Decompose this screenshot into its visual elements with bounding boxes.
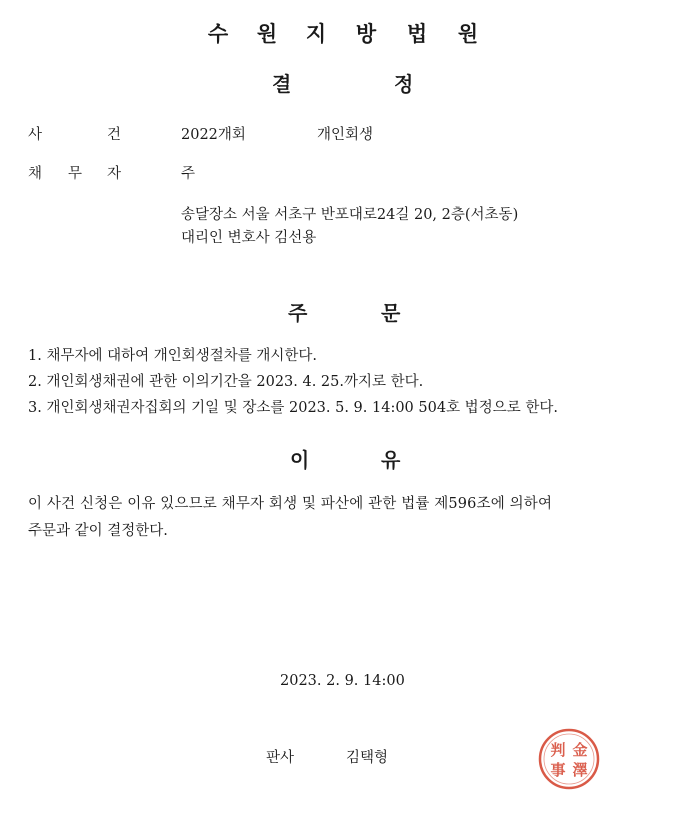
- legal-agent: 대리인 변호사 김선용: [181, 230, 317, 246]
- case-number: 2022개회: [181, 127, 246, 143]
- court-name-char: 원: [457, 22, 479, 46]
- reason-heading-left: 이: [290, 448, 310, 472]
- order-item: 3. 개인회생채권자집회의 기일 및 장소를 2023. 5. 9. 14:00 504호 법정으로 한다.: [28, 400, 558, 416]
- debtor-label: 무: [68, 166, 83, 182]
- decision-date: 2023. 2. 9. 14:00: [280, 673, 405, 689]
- seal-char: 判: [550, 741, 566, 759]
- decision-title-left: 결: [272, 72, 292, 96]
- seal-char: 金: [572, 741, 588, 759]
- court-name-char: 방: [355, 22, 377, 46]
- seal-char: 澤: [572, 761, 588, 779]
- judge-seal: [538, 728, 600, 790]
- seal-char: 事: [550, 761, 566, 779]
- reason-text-line: 이 사건 신청은 이유 있으므로 채무자 회생 및 파산에 관한 법률 제596조에 의하여: [28, 496, 553, 512]
- reason-text-line: 주문과 같이 결정한다.: [28, 523, 168, 539]
- debtor-label: 자: [107, 166, 122, 182]
- order-heading-left: 주: [288, 301, 308, 325]
- debtor-label: 채: [28, 166, 43, 182]
- debtor-name: 주: [181, 166, 196, 182]
- court-name: [0, 18, 683, 48]
- judge-title: 판사: [266, 750, 295, 766]
- judge-name: 김택형: [346, 750, 389, 766]
- court-name-char: 원: [256, 22, 278, 46]
- order-heading-right: 문: [381, 301, 401, 325]
- order-item: 2. 개인회생채권에 관한 이의기간을 2023. 4. 25.까지로 한다.: [28, 374, 424, 390]
- service-address: 송달장소 서울 서초구 반포대로24길 20, 2층(서초동): [181, 207, 519, 223]
- court-name-char: 법: [406, 22, 428, 46]
- court-name-char: 수: [207, 22, 229, 46]
- case-type: 개인회생: [317, 127, 374, 143]
- case-label: 사: [28, 127, 43, 143]
- case-label: 건: [107, 127, 122, 143]
- reason-heading-right: 유: [381, 448, 401, 472]
- order-item: 1. 채무자에 대하여 개인회생절차를 개시한다.: [28, 348, 318, 364]
- court-name-char: 지: [305, 22, 327, 46]
- decision-title-right: 정: [394, 72, 414, 96]
